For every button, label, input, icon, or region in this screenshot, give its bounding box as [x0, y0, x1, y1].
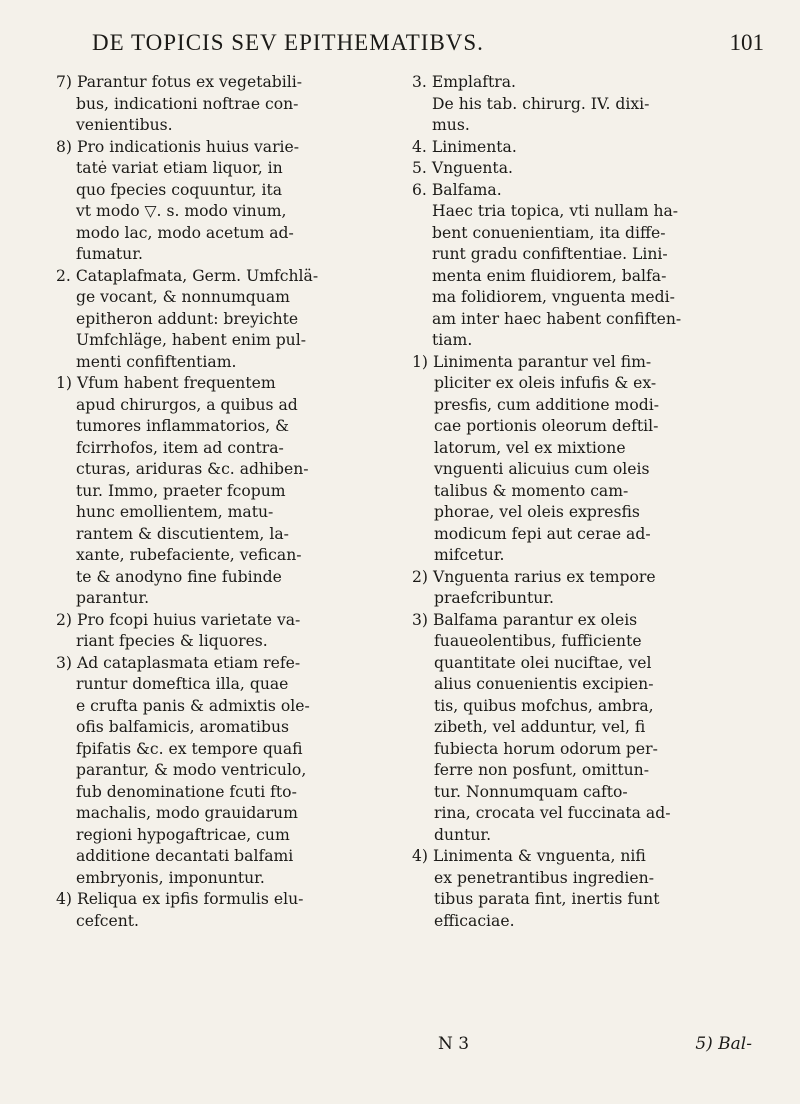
text-line: tiam. — [432, 331, 473, 349]
text-line: ferre non posfunt, omittun- — [434, 761, 649, 779]
text-line: tis, quibus mofchus, ambra, — [434, 696, 654, 715]
text-line: mifcetur. — [434, 546, 505, 564]
text-line: regioni hypogaftricae, cum — [76, 825, 290, 844]
text-line: bent conuenientiam, ita diffe- — [432, 223, 666, 242]
running-head: DE TOPICIS SEV EPITHEMATIBVS. — [92, 30, 484, 55]
text-line: machalis, modo grauidarum — [76, 804, 298, 822]
text-line: riant fpecies & liquores. — [76, 632, 268, 650]
text-line: embryonis, imponuntur. — [76, 868, 265, 887]
text-line: hunc emollientem, matu- — [76, 503, 274, 521]
text-line: tumores inflammatorios, & — [76, 417, 290, 435]
text-line: zibeth, vel adduntur, vel, fi — [434, 718, 646, 736]
text-line: 3) Balfama parantur ex oleis — [412, 610, 638, 629]
text-line: De his tab. chirurg. IV. dixi- — [432, 94, 650, 113]
text-line: xante, rubefaciente, vefican- — [76, 546, 302, 564]
text-line: te & anodyno fine fubinde — [76, 567, 282, 586]
text-line: tur. Immo, praeter fcopum — [76, 481, 286, 500]
text-line: Umfchläge, habent enim pul- — [76, 331, 306, 349]
text-line: rantem & discutientem, la- — [76, 524, 289, 543]
text-line: tur. Nonnumquam cafto- — [434, 782, 628, 801]
text-line: ofis balfamicis, aromatibus — [76, 718, 289, 736]
text-line: runt gradu confiftentiae. Lini- — [432, 245, 668, 263]
text-line: parantur. — [76, 589, 150, 607]
text-line: ma folidiorem, vnguenta medi- — [432, 288, 675, 306]
text-line: e crufta panis & admixtis ole- — [76, 696, 310, 715]
text-line: mus. — [432, 116, 470, 134]
text-line: efficaciae. — [434, 911, 515, 930]
text-line: fcirrhofos, item ad contra- — [76, 438, 284, 457]
text-line: am inter haec habent confiften- — [432, 309, 682, 328]
left-column — [56, 72, 386, 932]
right-column — [412, 72, 758, 932]
text-line: venientibus. — [76, 116, 173, 134]
text-line: duntur. — [434, 825, 492, 844]
text-line: modo lac, modo acetum ad- — [76, 223, 294, 242]
text-line: vt modo ▽. s. modo vinum, — [76, 202, 287, 220]
text-line: fuaueolentibus, fufficiente — [434, 632, 642, 650]
text-line: cae portionis oleorum deftil- — [434, 417, 659, 435]
text-line: latorum, vel ex mixtione — [434, 438, 626, 457]
text-line: cturas, ariduras &c. adhiben- — [76, 460, 309, 478]
catchword: 5) Bal- — [695, 1034, 752, 1054]
text-line: apud chirurgos, a quibus ad — [76, 395, 298, 414]
text-line: praefcribuntur. — [434, 589, 554, 607]
text-line: phorae, vel oleis expresfis — [434, 503, 640, 521]
text-line: talibus & momento cam- — [434, 481, 629, 500]
text-line: rina, crocata vel fuccinata ad- — [434, 804, 671, 822]
text-line: quo fpecies coquuntur, ita — [76, 180, 283, 199]
text-line: epitheron addunt: breyichte — [76, 309, 299, 328]
text-line: 3) Ad cataplasmata etiam refe- — [56, 653, 301, 672]
text-line: 4) Reliqua ex ipfis formulis elu- — [56, 890, 304, 908]
text-line: cefcent. — [76, 911, 139, 930]
text-line: presfis, cum additione modi- — [434, 395, 660, 414]
text-line: 2) Vnguenta rarius ex tempore — [412, 567, 656, 586]
text-line: 8) Pro indicationis huius varie- — [56, 137, 300, 156]
text-line: runtur domeftica illa, quae — [76, 675, 289, 693]
text-line: 7) Parantur fotus ex vegetabili- — [56, 73, 302, 91]
text-line: fubiecta horum odorum per- — [434, 739, 658, 758]
text-line: parantur, & modo ventriculo, — [76, 761, 307, 779]
text-line: ge vocant, & nonnumquam — [76, 288, 290, 306]
text-line: tatė variat etiam liquor, in — [76, 159, 283, 177]
text-line: quantitate olei nuciftae, vel — [434, 653, 652, 672]
text-line: modicum fepi aut cerae ad- — [434, 524, 651, 543]
text-line: fumatur. — [76, 245, 143, 263]
text-line: ex penetrantibus ingredien- — [434, 868, 654, 887]
page-footer — [438, 1034, 758, 1058]
text-line: 1) Vfum habent frequentem — [56, 374, 276, 392]
text-line: alius conuenientis excipien- — [434, 675, 654, 693]
text-line: 3. Emplaftra. — [412, 73, 517, 91]
text-line: pliciter ex oleis infufis & ex- — [434, 374, 657, 392]
text-line: tibus parata fint, inertis funt — [434, 890, 660, 908]
text-line: 4. Linimenta. — [412, 137, 517, 156]
text-line: additione decantati balfami — [76, 847, 294, 865]
text-line: fpifatis &c. ex tempore quafi — [76, 739, 303, 758]
text-line: bus, indicationi noftrae con- — [76, 94, 299, 113]
text-line: menta enim fluidiorem, balfa- — [432, 266, 667, 285]
text-line: 1) Linimenta parantur vel fim- — [412, 352, 652, 371]
page-header — [0, 24, 800, 60]
text-line: 6. Balfama. — [412, 180, 502, 199]
text-line: 5. Vnguenta. — [412, 159, 513, 177]
page-number: 101 — [729, 30, 764, 55]
text-line: 4) Linimenta & vnguenta, nifi — [412, 847, 646, 865]
text-line: 2) Pro fcopi huius varietate va- — [56, 610, 301, 629]
text-line: menti confiftentiam. — [76, 352, 237, 371]
text-line: vnguenti alicuius cum oleis — [434, 460, 650, 478]
text-line: 2. Cataplafmata, Germ. Umfchlä- — [56, 266, 319, 285]
signature-mark: N 3 — [438, 1034, 470, 1054]
text-line: fub denominatione fcuti fto- — [76, 782, 297, 801]
text-line: Haec tria topica, vti nullam ha- — [432, 202, 679, 220]
